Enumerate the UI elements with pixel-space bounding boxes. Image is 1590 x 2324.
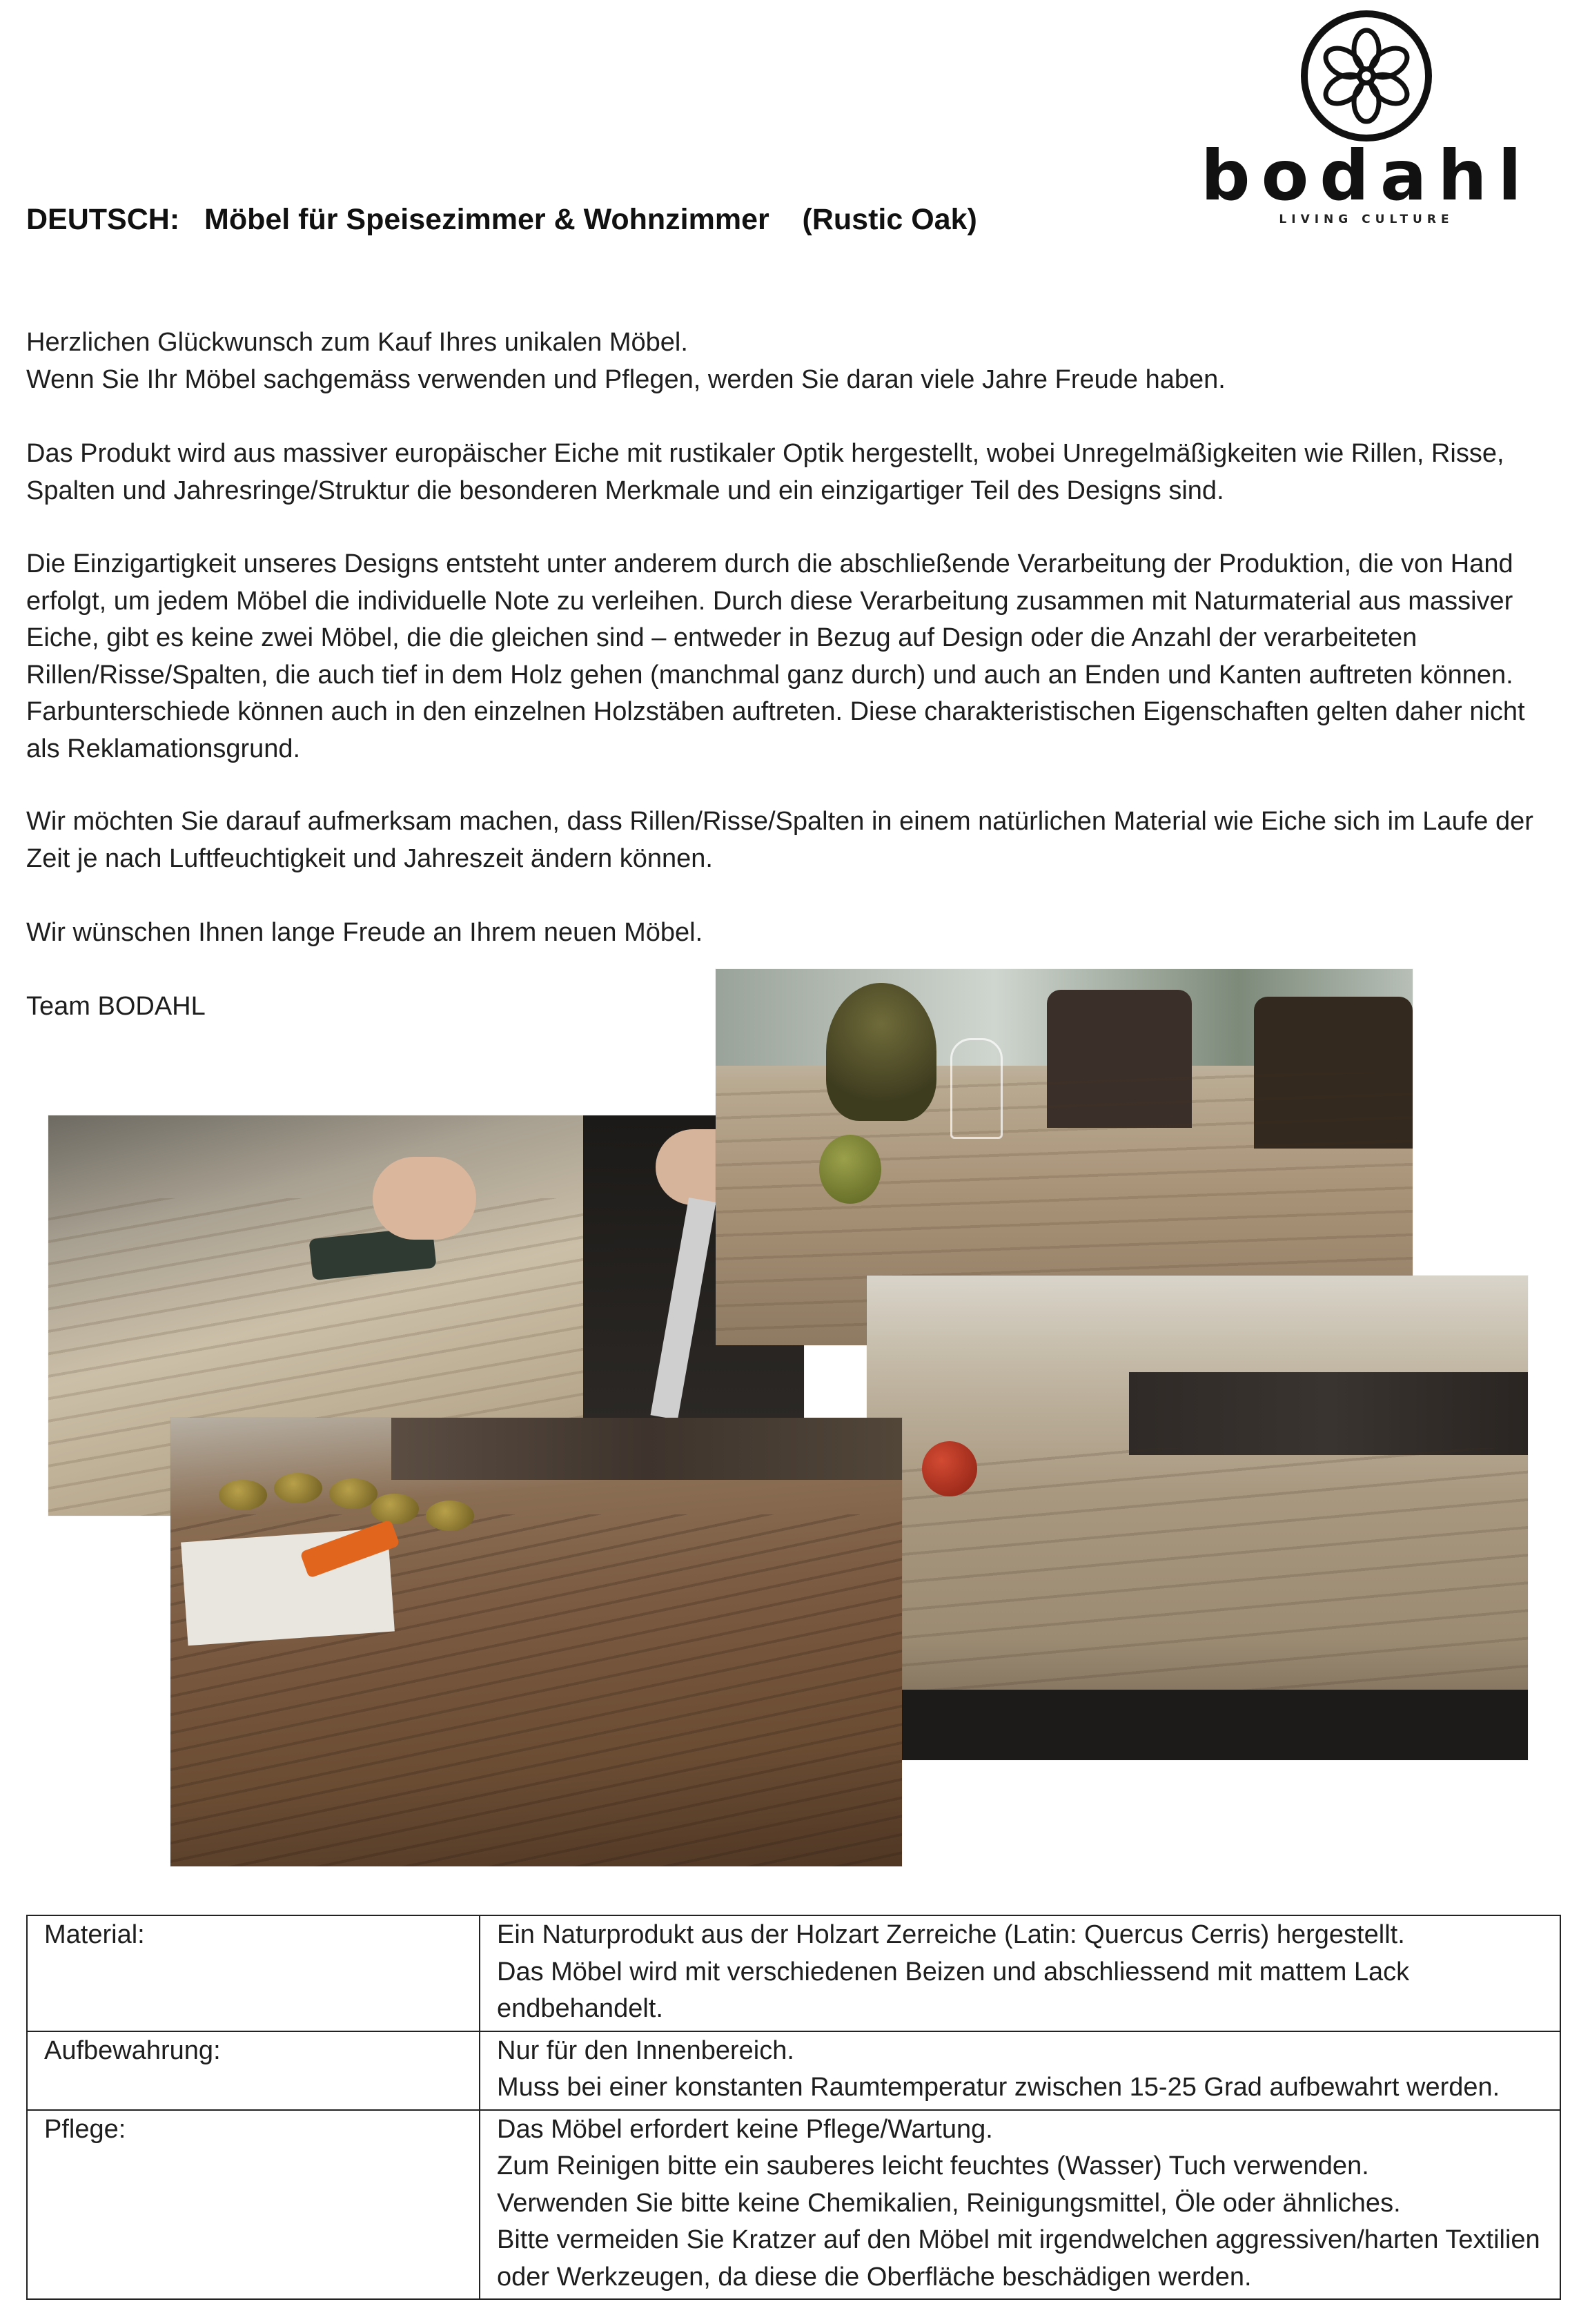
document-title: DEUTSCH: Möbel für Speisezimmer & Wohnzimmer (Rustic Oak) <box>26 203 977 236</box>
intro-paragraph <box>26 324 1558 398</box>
text-line: Zum Reinigen bitte ein sauberes leicht feuchtes (Wasser) Tuch verwenden. <box>497 2151 1369 2180</box>
material-paragraph <box>26 436 1558 509</box>
spec-label: Material: <box>27 1915 480 2031</box>
text-line: Ein Naturprodukt aus der Holzart Zerreiche (Latin: Quercus Cerris) hergestellt. <box>497 1920 1405 1949</box>
spec-table <box>26 1915 1561 2300</box>
table-row <box>27 1915 1560 2031</box>
spec-value <box>480 2110 1560 2300</box>
photo-table-edge <box>867 1276 1528 1760</box>
wish-paragraph <box>26 915 1558 952</box>
text-line: Team BODAHL <box>26 992 206 1021</box>
spec-value <box>480 2031 1560 2110</box>
craft-paragraph <box>26 546 1558 768</box>
notice-paragraph <box>26 803 1558 877</box>
text-line: Bitte vermeiden Sie Kratzer auf den Möbel mit irgendwelchen aggressiven/harten Textilien oder Werkzeugen, da diese die Oberfläche beschädigen werden. <box>497 2225 1540 2292</box>
text-line: Wir möchten Sie darauf aufmerksam machen, dass Rillen/Risse/Spalten in einem natürlichen Material wie Eiche sich im Laufe der Zeit je nach Luftfeuchtigkeit und Jahreszeit ändern können. <box>26 807 1533 873</box>
text-line: Wenn Sie Ihr Möbel sachgemäss verwenden und Pflegen, werden Sie daran viele Jahre Freude haben. <box>26 364 1226 394</box>
text-line: Nur für den Innenbereich. <box>497 2035 794 2065</box>
text-line: Das Möbel erfordert keine Pflege/Wartung. <box>497 2114 993 2144</box>
table-row <box>27 2110 1560 2300</box>
spec-label: Pflege: <box>27 2110 480 2300</box>
text-line: Das Produkt wird aus massiver europäischer Eiche mit rustikaler Optik hergestellt, wobei Unregelmäßigkeiten wie Rillen, Risse, Spalten und Jahresringe/Struktur die besonderen Merkmale und ein einzigartiger Teil des Designs sind. <box>26 439 1504 505</box>
text-line: Herzlichen Glückwunsch zum Kauf Ihres unikalen Möbel. <box>26 328 688 357</box>
text-line: Die Einzigartigkeit unseres Designs entsteht unter anderem durch die abschließende Verarbeitung der Produktion, die von Hand erfolgt, um jedem Möbel die individuelle Note zu verleihen. Durch diese Verarbeitung zusammen mit Naturmaterial aus massiver Eiche, gibt es keine zwei Möbel, die die gleichen sind – entweder in Bezug auf Design oder die Anzahl der verarbeiteten Rillen/Risse/Spalten, die auch tief in dem Holz gehen (manchmal ganz durch) und auch an Enden und Kanten auftreten können. Farbunterschiede können auch in den einzelnen Holzstäben auftreten. Diese charakteristischen Eigenschaften gelten daher nicht als Reklamationsgrund. <box>26 549 1525 763</box>
flower-ring-logo-icon <box>1297 7 1435 145</box>
text-line: Wir wünschen Ihnen lange Freude an Ihrem neuen Möbel. <box>26 918 703 947</box>
spec-label: Aufbewahrung: <box>27 2031 480 2110</box>
table-row <box>27 2031 1560 2110</box>
photo-table-olives <box>170 1418 902 1866</box>
spec-value <box>480 1915 1560 2031</box>
text-line: Das Möbel wird mit verschiedenen Beizen und abschliessend mit mattem Lack endbehandelt. <box>497 1957 1410 2023</box>
text-line: Verwenden Sie bitte keine Chemikalien, Reinigungsmittel, Öle oder ähnliches. <box>497 2188 1401 2218</box>
brand-name: bodahl <box>1201 135 1533 216</box>
brand-tagline: LIVING CULTURE <box>1279 213 1454 226</box>
text-line: Muss bei einer konstanten Raumtemperatur zwischen 15-25 Grad aufbewahrt werden. <box>497 2073 1500 2102</box>
